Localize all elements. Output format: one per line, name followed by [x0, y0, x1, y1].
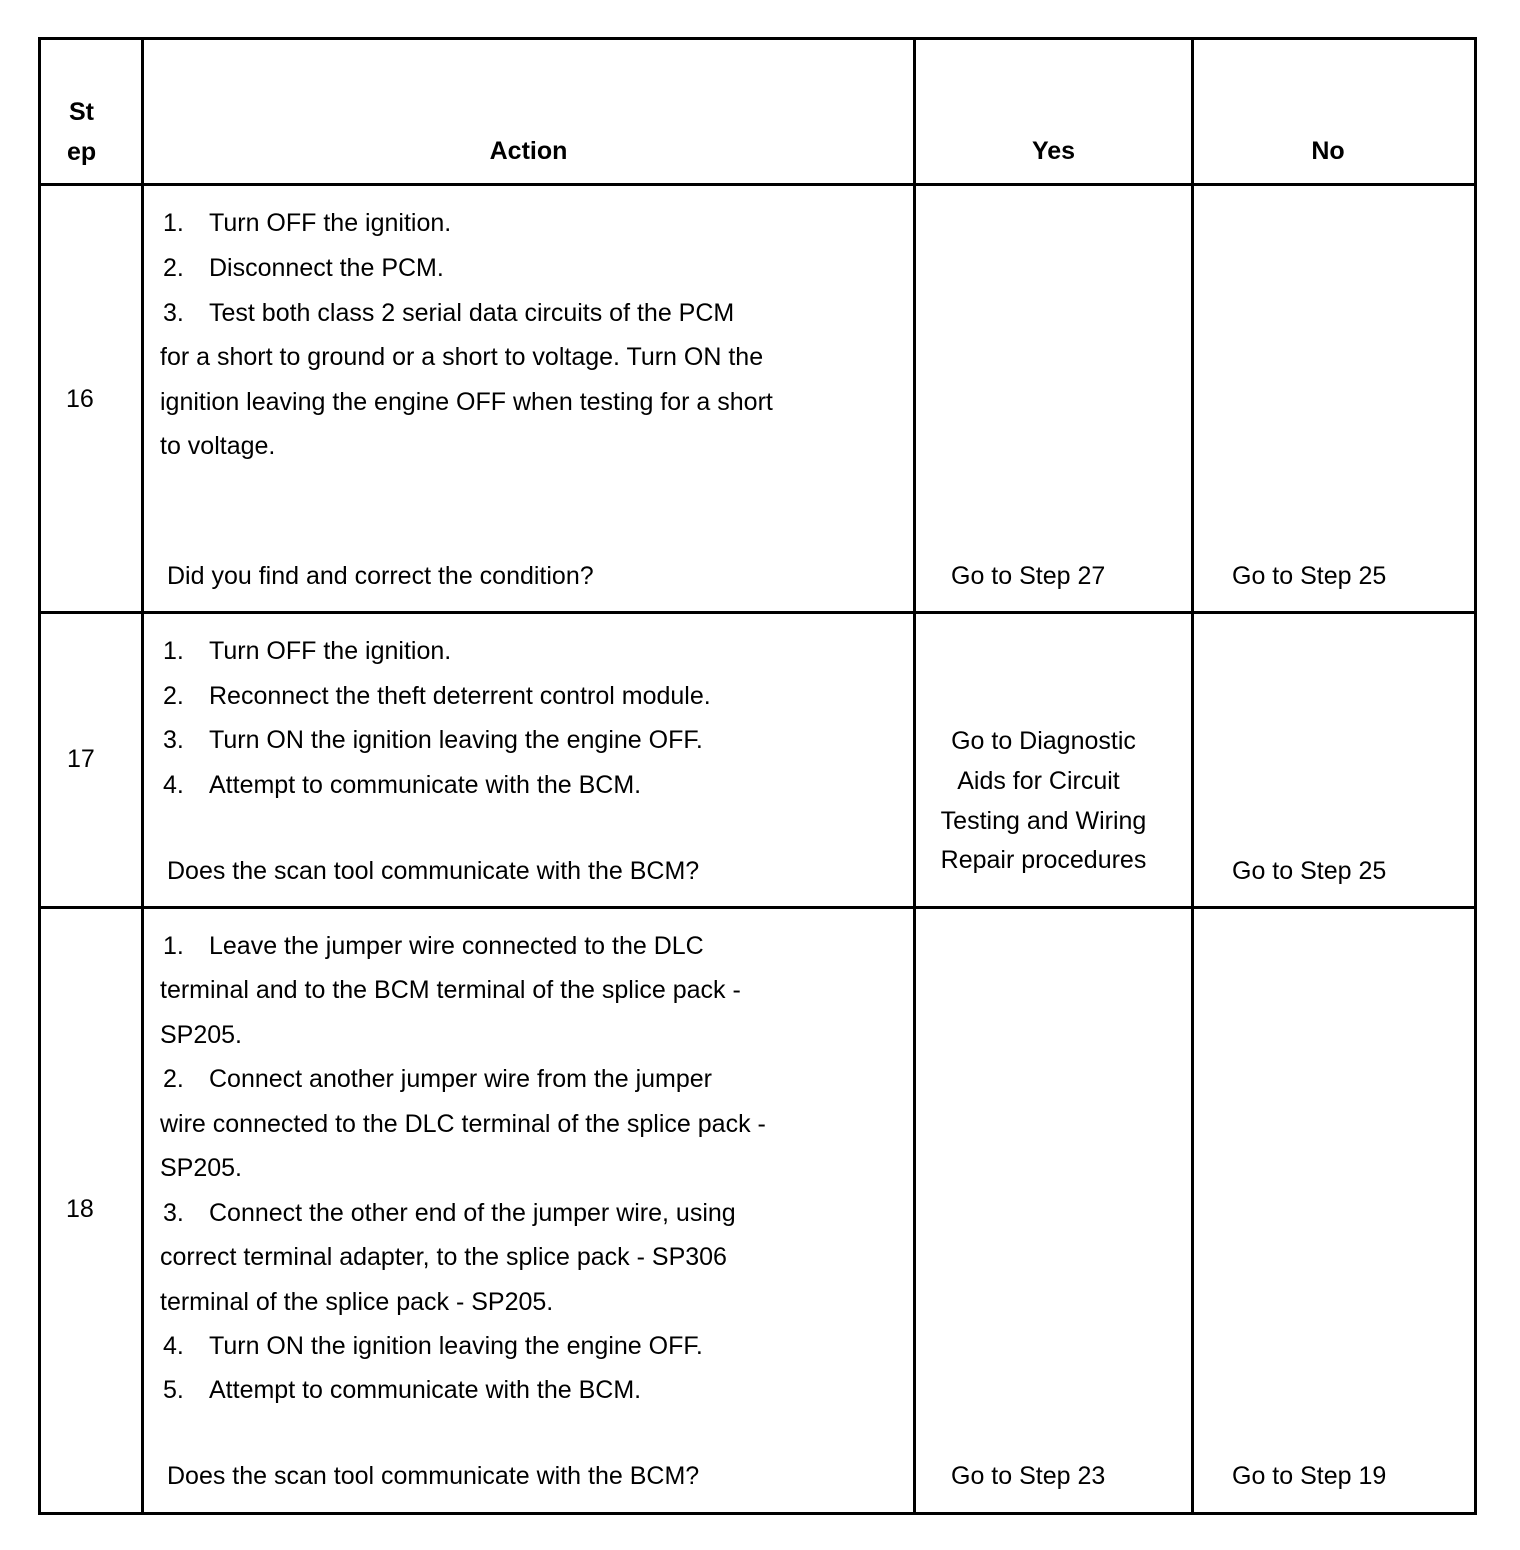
item-text: Turn OFF the ignition.: [209, 637, 452, 665]
action-line: [163, 1198, 736, 1228]
item-text: Disconnect the PCM.: [209, 254, 444, 282]
action-line: [163, 681, 711, 711]
yes-result-line: Testing and Wiring: [940, 807, 1147, 835]
step-number: 16: [66, 385, 94, 413]
item-number: 3.: [163, 299, 184, 327]
action-line: [163, 931, 704, 961]
action-line: SP205.: [160, 1154, 243, 1182]
action-line: to voltage.: [160, 432, 276, 460]
item-text: Connect the other end of the jumper wire, using: [209, 1199, 736, 1227]
action-line: [163, 208, 451, 238]
header-yes: Yes: [1031, 137, 1076, 165]
action-line: [163, 770, 641, 800]
item-number: 2.: [163, 254, 184, 282]
action-line: [163, 298, 734, 328]
yes-result-line: Repair procedures: [940, 846, 1147, 874]
header-step-line1: St: [69, 98, 94, 126]
item-number: 5.: [163, 1376, 184, 1404]
column-divider: [1191, 37, 1194, 1515]
row-divider: [38, 611, 1477, 614]
item-number: 1.: [163, 209, 184, 237]
action-line: [163, 253, 444, 283]
no-result: Go to Step 19: [1232, 1462, 1387, 1490]
header-step-line2: ep: [67, 138, 97, 166]
header-no: No: [1311, 137, 1345, 165]
yes-result: Go to Step 23: [951, 1462, 1106, 1490]
step-number: 18: [66, 1195, 94, 1223]
item-text: Turn OFF the ignition.: [209, 209, 452, 237]
row-divider: [38, 906, 1477, 909]
yes-result-line: Go to Diagnostic: [951, 727, 1136, 755]
yes-result: Go to Step 27: [951, 562, 1106, 590]
item-number: 4.: [163, 1332, 184, 1360]
item-number: 4.: [163, 771, 184, 799]
item-number: 3.: [163, 726, 184, 754]
action-line: correct terminal adapter, to the splice pack - SP306: [160, 1243, 727, 1271]
action-line: [163, 1064, 712, 1094]
action-line: [163, 725, 703, 755]
action-line: [163, 1331, 703, 1361]
item-text: Test both class 2 serial data circuits of the PCM: [209, 299, 735, 327]
item-text: Attempt to communicate with the BCM.: [209, 1376, 642, 1404]
item-text: Turn ON the ignition leaving the engine OFF.: [209, 1332, 703, 1360]
item-text: Attempt to communicate with the BCM.: [209, 771, 642, 799]
action-line: [163, 636, 451, 666]
question-text: Does the scan tool communicate with the BCM?: [167, 1462, 700, 1490]
action-line: for a short to ground or a short to voltage. Turn ON the: [160, 343, 764, 371]
action-line: [163, 1375, 641, 1405]
item-number: 3.: [163, 1199, 184, 1227]
action-line: SP205.: [160, 1021, 243, 1049]
item-text: Connect another jumper wire from the jumper: [209, 1065, 713, 1093]
header-action: Action: [489, 137, 568, 165]
no-result: Go to Step 25: [1232, 562, 1387, 590]
header-divider: [38, 183, 1477, 186]
item-number: 1.: [163, 932, 184, 960]
question-text: Does the scan tool communicate with the BCM?: [167, 857, 700, 885]
item-number: 2.: [163, 682, 184, 710]
column-divider: [141, 37, 144, 1515]
no-result: Go to Step 25: [1232, 857, 1387, 885]
item-text: Leave the jumper wire connected to the DLC: [209, 932, 704, 960]
item-text: Reconnect the theft deterrent control module.: [209, 682, 711, 710]
step-number: 17: [67, 745, 95, 773]
item-number: 2.: [163, 1065, 184, 1093]
action-line: terminal of the splice pack - SP205.: [160, 1288, 554, 1316]
action-line: terminal and to the BCM terminal of the splice pack -: [160, 976, 741, 1004]
item-text: Turn ON the ignition leaving the engine OFF.: [209, 726, 703, 754]
question-text: Did you find and correct the condition?: [167, 562, 594, 590]
action-line: wire connected to the DLC terminal of the splice pack -: [160, 1110, 766, 1138]
yes-result-line: Aids for Circuit: [957, 767, 1120, 795]
action-line: ignition leaving the engine OFF when testing for a short: [160, 388, 773, 416]
item-number: 1.: [163, 637, 184, 665]
